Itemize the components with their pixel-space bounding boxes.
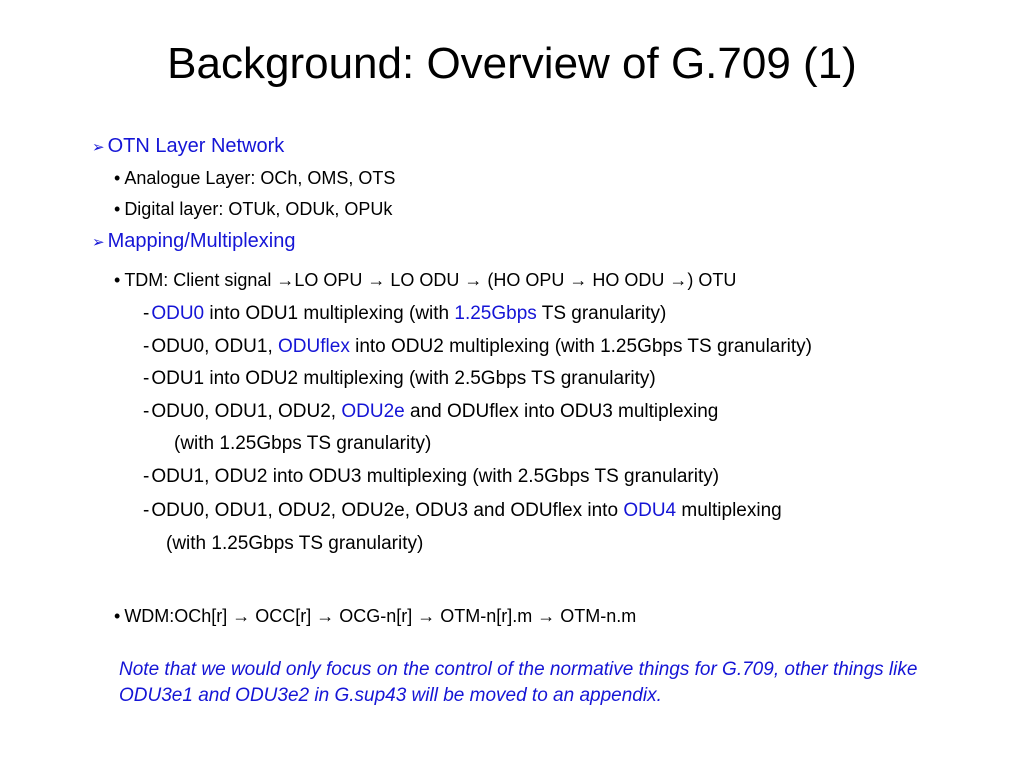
sub-item-text: TS granularity)	[536, 303, 667, 324]
mapping-heading	[92, 229, 295, 255]
dot-bullet-icon: •	[114, 270, 121, 290]
dash-bullet: -	[143, 368, 150, 389]
list-item-text: Analogue Layer: OCh, OMS, OTS	[124, 168, 396, 188]
dot-bullet-icon: •	[114, 199, 121, 219]
sub-item-text: multiplexing	[676, 500, 782, 521]
highlight-text: ODUflex	[278, 336, 350, 357]
tdm-text: TDM: Client signal →LO OPU → LO ODU → (HO OPU → HO ODU →) OTU	[124, 270, 737, 290]
sub-item	[143, 302, 666, 326]
dash-bullet: -	[143, 466, 150, 487]
sub-item	[143, 400, 718, 424]
sub-item-text: into ODU2 multiplexing (with 1.25Gbps TS granularity)	[349, 336, 813, 357]
highlight-text: 1.25Gbps	[454, 303, 537, 324]
list-item	[114, 167, 395, 189]
sub-item-text: ODU1 into ODU2 multiplexing (with 2.5Gbps TS granularity)	[151, 368, 656, 389]
dash-bullet: -	[143, 401, 150, 422]
arrowhead-bullet-icon: ➢	[92, 139, 105, 156]
highlight-text: ODU0	[151, 303, 205, 324]
highlight-text: ODU4	[623, 500, 677, 521]
dash-bullet: -	[143, 336, 150, 357]
arrowhead-bullet-icon: ➢	[92, 234, 105, 251]
sub-item-continuation: (with 1.25Gbps TS granularity)	[174, 433, 432, 454]
sub-item-text: ODU1, ODU2 into ODU3 multiplexing (with 2.5Gbps TS granularity)	[151, 466, 720, 487]
wdm-item	[114, 605, 636, 627]
list-item	[114, 198, 392, 220]
tdm-item	[114, 269, 736, 291]
sub-item	[143, 367, 656, 391]
note-text: Note that we would only focus on the control of the normative things for G.709, other things like ODU3e1 and ODU3e2 in G.sup43 will be moved to an appendix.	[119, 659, 918, 706]
sub-item-text: into ODU1 multiplexing (with	[204, 303, 455, 324]
sub-item	[143, 499, 782, 523]
otn-heading-label: OTN Layer Network	[107, 135, 285, 157]
highlight-text: ODU2e	[341, 401, 405, 422]
slide-title: Background: Overview of G.709 (1)	[167, 39, 857, 88]
sub-item	[143, 335, 812, 359]
dash-bullet: -	[143, 303, 150, 324]
list-item-text: Digital layer: OTUk, ODUk, OPUk	[124, 199, 393, 219]
mapping-heading-label: Mapping/Multiplexing	[107, 230, 296, 252]
dash-bullet: -	[143, 500, 150, 521]
wdm-text: WDM:OCh[r] → OCC[r] → OCG-n[r] → OTM-n[r].m → OTM-n.m	[124, 606, 637, 626]
sub-item-text: ODU0, ODU1, ODU2, ODU2e, ODU3 and ODUflex into	[151, 500, 624, 521]
dot-bullet-icon: •	[114, 606, 121, 626]
sub-item-text: ODU0, ODU1, ODU2,	[151, 401, 342, 422]
sub-item	[143, 465, 719, 489]
dot-bullet-icon: •	[114, 168, 121, 188]
sub-item-text: ODU0, ODU1,	[151, 336, 279, 357]
sub-item-text: and ODUflex into ODU3 multiplexing	[404, 401, 719, 422]
otn-heading	[92, 134, 284, 160]
sub-item-continuation: (with 1.25Gbps TS granularity)	[166, 533, 424, 554]
